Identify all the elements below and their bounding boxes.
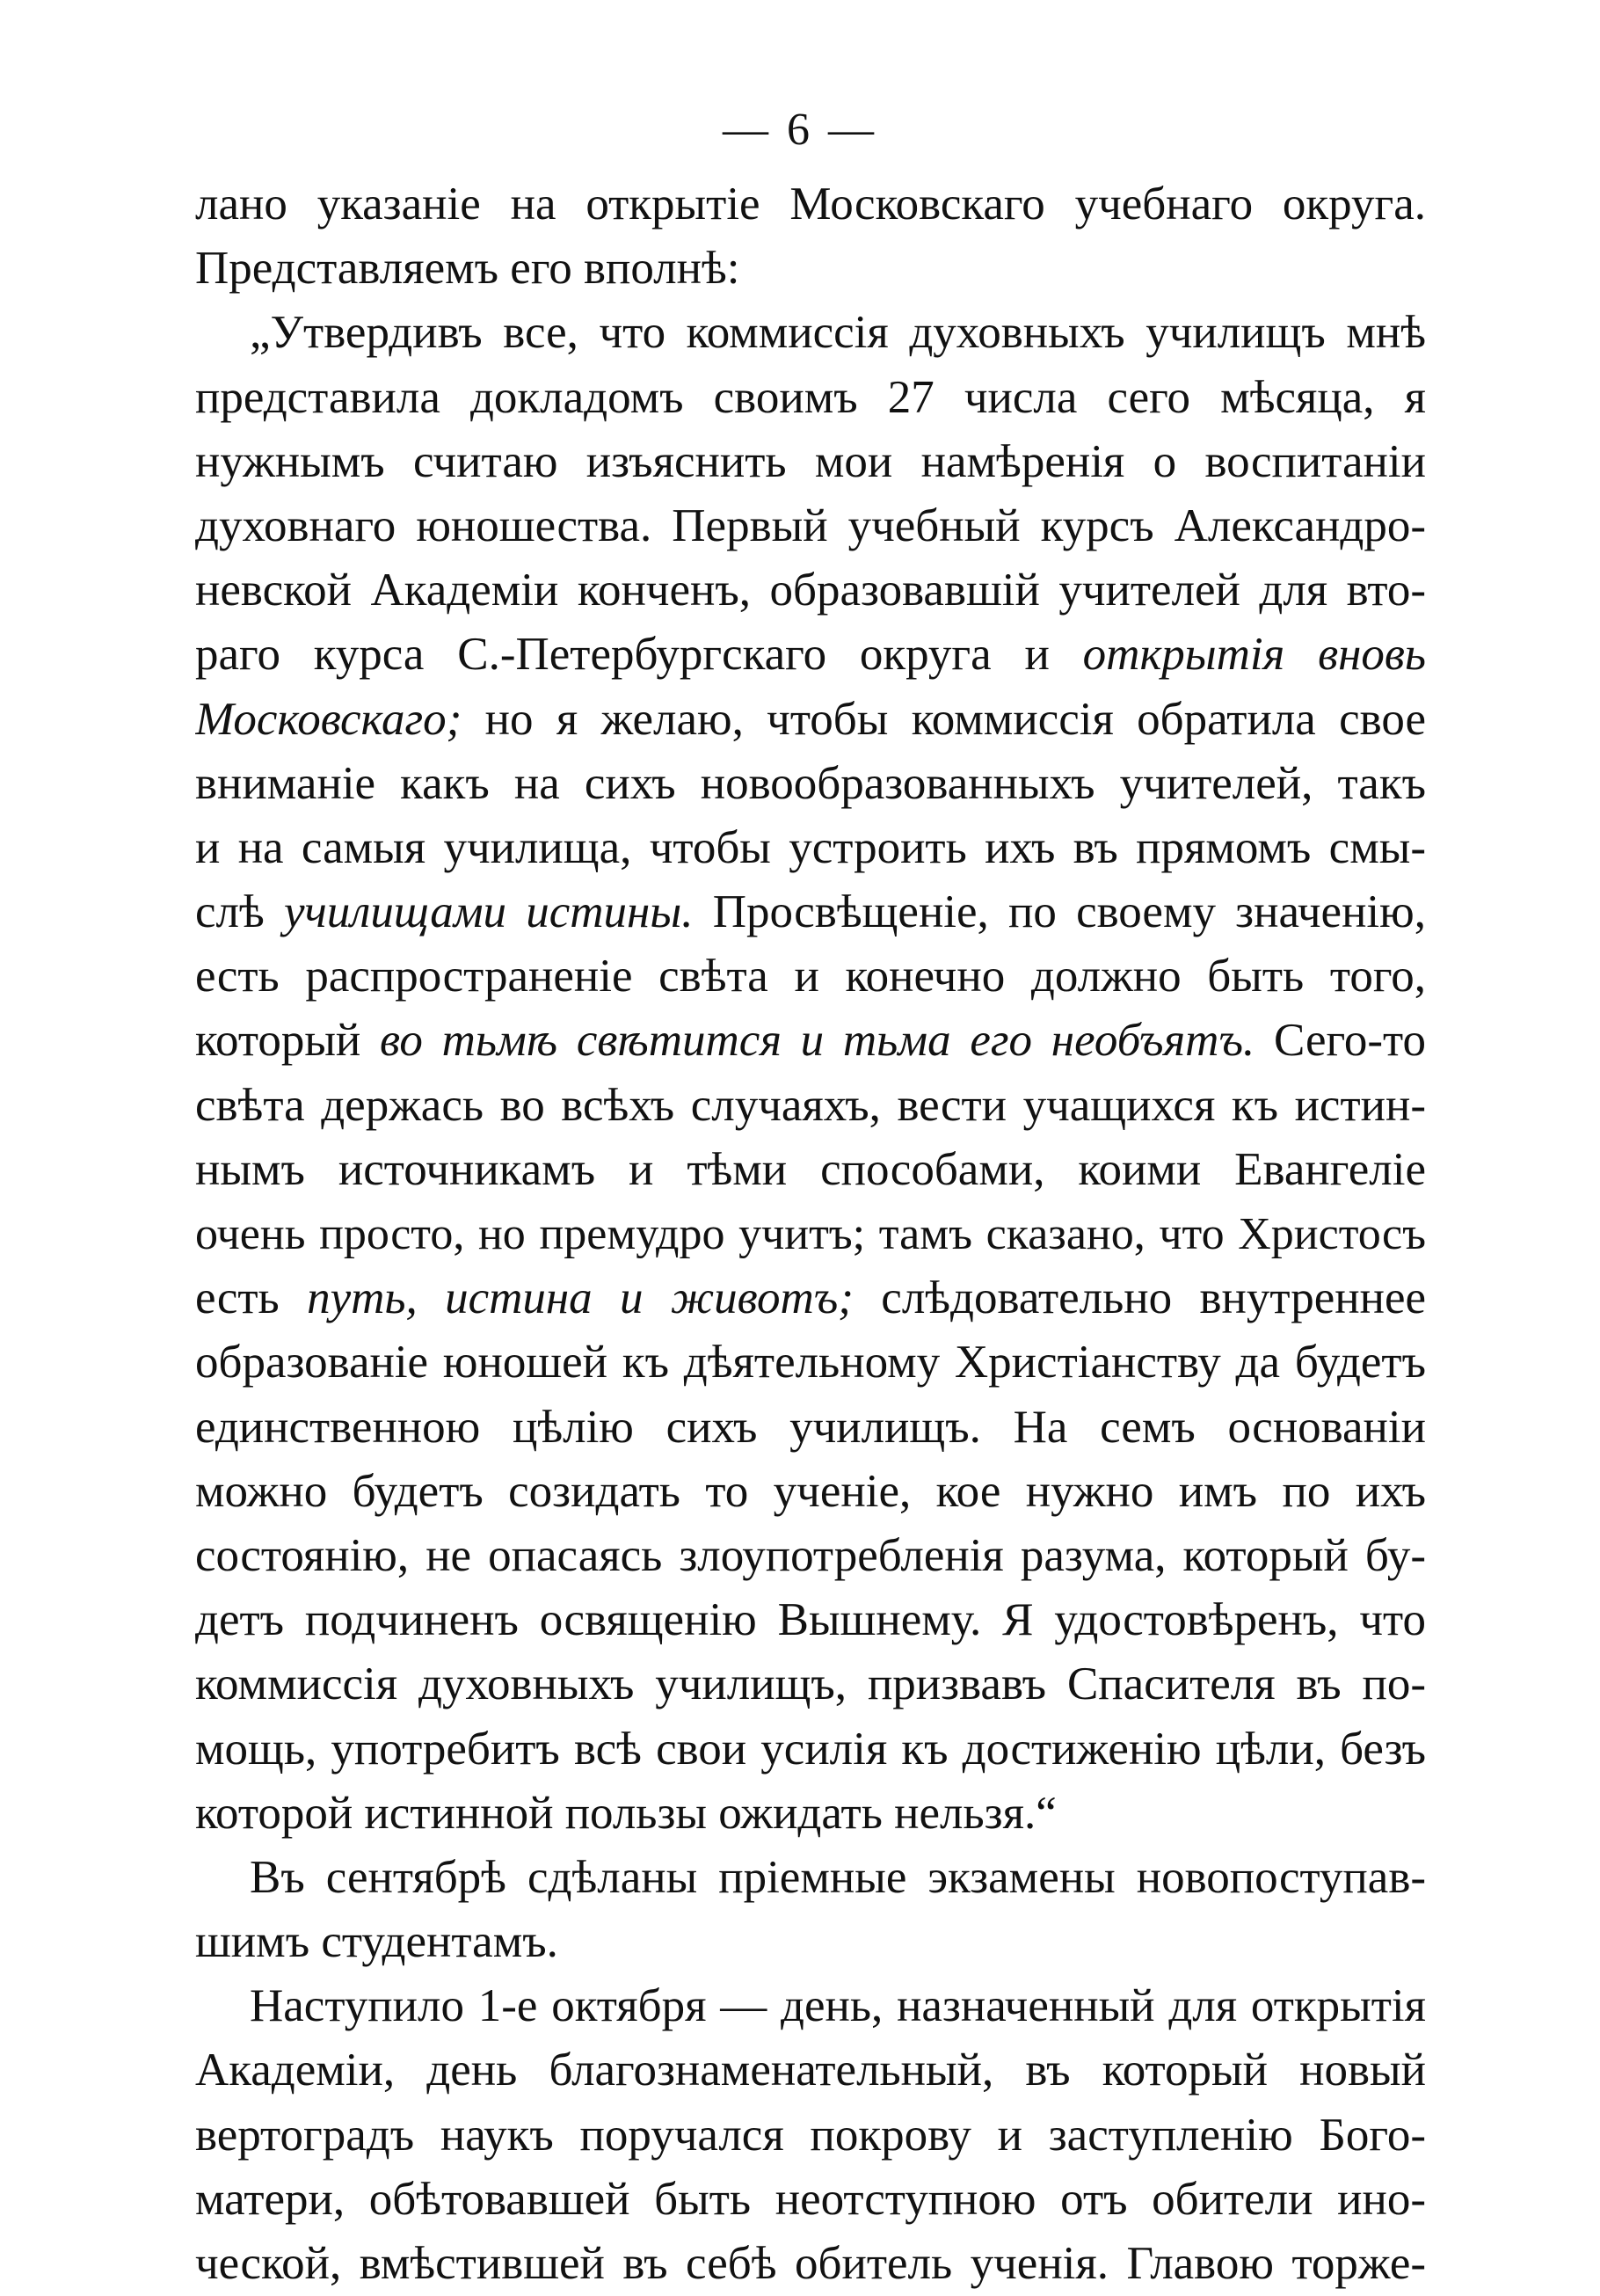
text-line	[195, 1974, 1426, 2038]
text-segment: и на самыя училища, чтобы устроить ихъ въ прямомъ смы-	[195, 821, 1426, 873]
text-segment: лано указаніе на открытіе Московскаго учебнаго округа.	[195, 179, 1426, 230]
italic-phrase: Московскаго;	[195, 693, 462, 745]
text-line	[195, 172, 1426, 237]
text-segment: есть распространеніе свѣта и конечно должно быть того,	[195, 951, 1426, 1002]
text-segment: вниманіе какъ на сихъ новообразованныхъ учителей, такъ	[195, 757, 1426, 809]
text-line	[195, 1782, 1426, 1846]
text-segment: ческой, вмѣстившей въ себѣ обитель ученія. Главою торже-	[195, 2238, 1426, 2289]
text-line	[195, 2038, 1426, 2103]
text-line	[195, 366, 1426, 430]
text-line	[195, 1138, 1426, 1202]
body-text	[195, 172, 1426, 2296]
text-line	[195, 752, 1426, 816]
text-segment: свѣта держась во всѣхъ случаяхъ, вести учащихся къ истин-	[195, 1079, 1426, 1131]
text-line	[195, 880, 1426, 944]
text-segment: нужнымъ считаю изъяснить мои намѣренія о воспитаніи	[195, 435, 1426, 487]
text-line	[195, 1846, 1426, 1910]
text-line	[195, 816, 1426, 880]
text-segment: раго курса С.-Петербургскаго округа и	[195, 629, 1083, 681]
text-segment: образованіе юношей къ дѣятельному Христіанству да будетъ	[195, 1337, 1426, 1389]
text-line	[195, 1652, 1426, 1717]
text-line	[195, 1717, 1426, 1782]
text-line	[195, 1266, 1426, 1330]
text-segment: состоянію, не опасаясь злоупотребленія разума, который бу-	[195, 1529, 1426, 1581]
text-segment: „Утвердивъ все, что коммиссія духовныхъ училищъ мнѣ	[250, 307, 1426, 359]
text-segment: вертоградъ наукъ поручался покрову и заступленію Бого-	[195, 2109, 1426, 2161]
italic-phrase: открытія вновь	[1082, 629, 1426, 681]
text-segment: мощь, употребитъ всѣ свои усилія къ достиженію цѣли, безъ	[195, 1723, 1426, 1775]
text-line	[195, 1524, 1426, 1588]
text-segment: Въ сентябрѣ сдѣланы пріемные экзамены новопоступав-	[250, 1851, 1426, 1903]
text-line	[195, 494, 1426, 558]
text-segment: слѣдовательно внутреннее	[853, 1272, 1426, 1324]
text-line	[195, 1009, 1426, 1073]
text-segment: представила докладомъ своимъ 27 числа сего мѣсяца, я	[195, 371, 1426, 423]
text-segment: духовнаго юношества. Первый учебный курсъ Александро-	[195, 499, 1426, 551]
text-segment: есть	[195, 1272, 308, 1324]
text-segment: можно будетъ созидать то ученіе, кое нужно имъ по ихъ	[195, 1465, 1426, 1517]
text-segment: матери, обѣтовавшей быть неотступною отъ обители ино-	[195, 2173, 1426, 2225]
text-line	[195, 1910, 1426, 1974]
text-line	[195, 1074, 1426, 1138]
text-line	[195, 1202, 1426, 1266]
text-line	[195, 430, 1426, 494]
text-segment: единственною цѣлію сихъ училищъ. На семъ основаніи	[195, 1401, 1426, 1453]
text-line	[195, 688, 1426, 752]
text-line	[195, 623, 1426, 687]
italic-phrase: во тьмѣ свѣтится и тьма его необъятъ.	[380, 1015, 1255, 1067]
text-line	[195, 944, 1426, 1009]
text-line	[195, 2103, 1426, 2168]
text-line	[195, 1330, 1426, 1395]
text-segment: слѣ	[195, 886, 284, 938]
text-line	[195, 1396, 1426, 1460]
text-line	[195, 237, 1426, 301]
text-segment: шимъ студентамъ.	[195, 1916, 558, 1968]
text-segment: коммиссія духовныхъ училищъ, призвавъ Спасителя въ по-	[195, 1658, 1426, 1710]
text-segment: Представляемъ его вполнѣ:	[195, 243, 740, 295]
page-number: — 6 —	[723, 105, 877, 155]
text-line	[195, 2168, 1426, 2232]
text-segment: но я желаю, чтобы коммиссія обратила свое	[462, 693, 1426, 745]
italic-phrase: училищами истины.	[283, 886, 694, 938]
text-line	[195, 558, 1426, 623]
text-segment: который	[195, 1015, 381, 1067]
text-segment: очень просто, но премудро учитъ; тамъ сказано, что Христосъ	[195, 1209, 1426, 1259]
text-segment: детъ подчиненъ освященію Вышнему. Я удостовѣренъ, что	[195, 1594, 1426, 1646]
text-line	[195, 2232, 1426, 2296]
text-segment: Сего-то	[1255, 1015, 1426, 1067]
text-line	[195, 1460, 1426, 1524]
text-segment: Академіи, день благознаменательный, въ который новый	[195, 2045, 1426, 2096]
italic-phrase: путь, истина и животъ;	[307, 1272, 854, 1324]
text-line	[195, 301, 1426, 365]
text-segment: невской Академіи конченъ, образовавшій учителей для вто-	[195, 565, 1426, 616]
text-segment: Просвѣщеніе, по своему значенію,	[693, 886, 1426, 938]
text-segment: Наступило 1-е октября — день, назначенный для открытія	[250, 1980, 1426, 2032]
text-segment: которой истинной пользы ожидать нельзя.“	[195, 1787, 1057, 1839]
text-line	[195, 1588, 1426, 1652]
text-segment: нымъ источникамъ и тѣми способами, коими Евангеліе	[195, 1143, 1426, 1195]
